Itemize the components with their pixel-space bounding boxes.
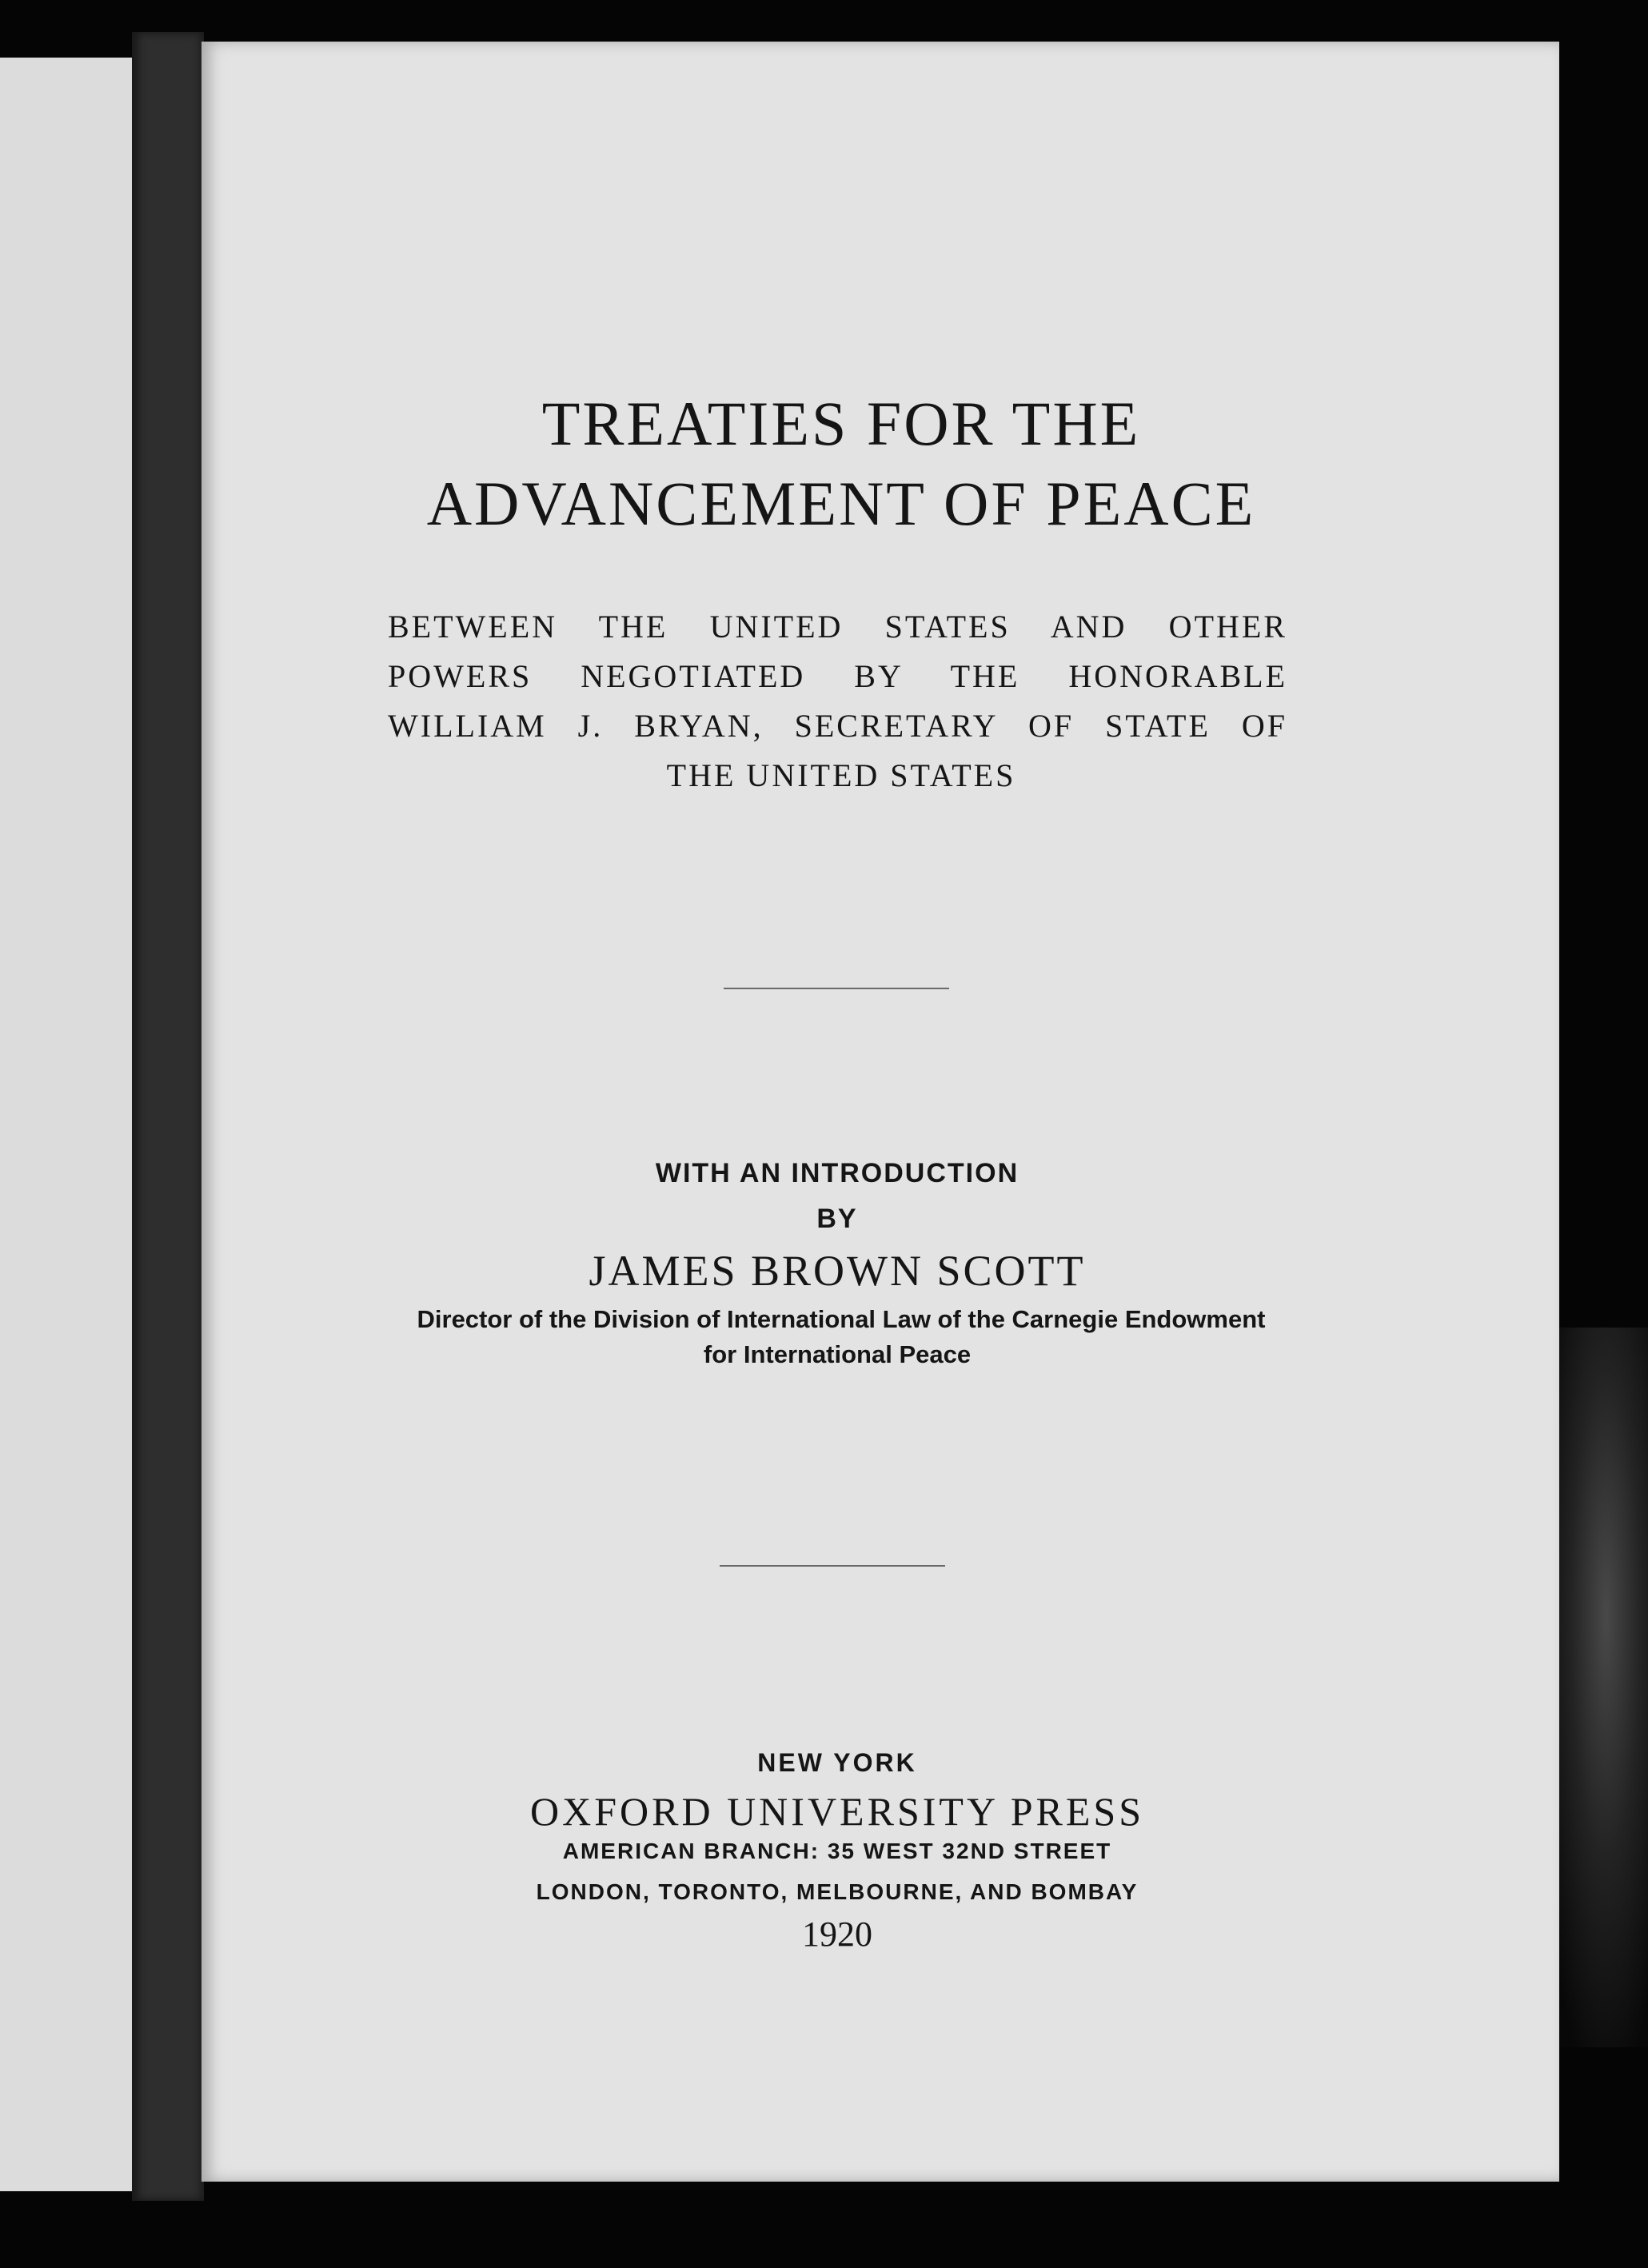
subtitle-line-4: THE UNITED STATES [666,757,1016,793]
author-role-line-2: for International Peace [703,1340,972,1368]
introduction-label: WITH AN INTRODUCTION [655,1158,1020,1188]
introduction-by: BY [816,1204,858,1234]
divider-rule-2 [720,1565,945,1567]
subtitle-line-3: WILLIAM J. BRYAN, SECRETARY OF STATE OF [388,708,1287,744]
publisher-locations: LONDON, TORONTO, MELBOURNE, AND BOMBAY [536,1879,1139,1904]
book-spine [132,32,204,2201]
publication-year: 1920 [802,1915,872,1954]
publisher-branch: AMERICAN BRANCH: 35 WEST 32ND STREET [562,1839,1112,1863]
author-name: JAMES BROWN SCOTT [589,1247,1086,1295]
publisher-name: OXFORD UNIVERSITY PRESS [529,1789,1145,1834]
title-line-1: TREATIES FOR THE [541,389,1141,458]
subtitle-line-2: POWERS NEGOTIATED BY THE HONORABLE [388,658,1287,694]
title-line-2: ADVANCEMENT OF PEACE [426,469,1256,538]
divider-rule-1 [724,988,949,989]
author-role-line-1: Director of the Division of International Law of the Carnegie Endowment [417,1305,1266,1333]
subtitle-line-1: BETWEEN THE UNITED STATES AND OTHER [388,609,1287,645]
publisher-city: NEW YORK [757,1748,917,1777]
facing-page-edge [0,58,134,2191]
